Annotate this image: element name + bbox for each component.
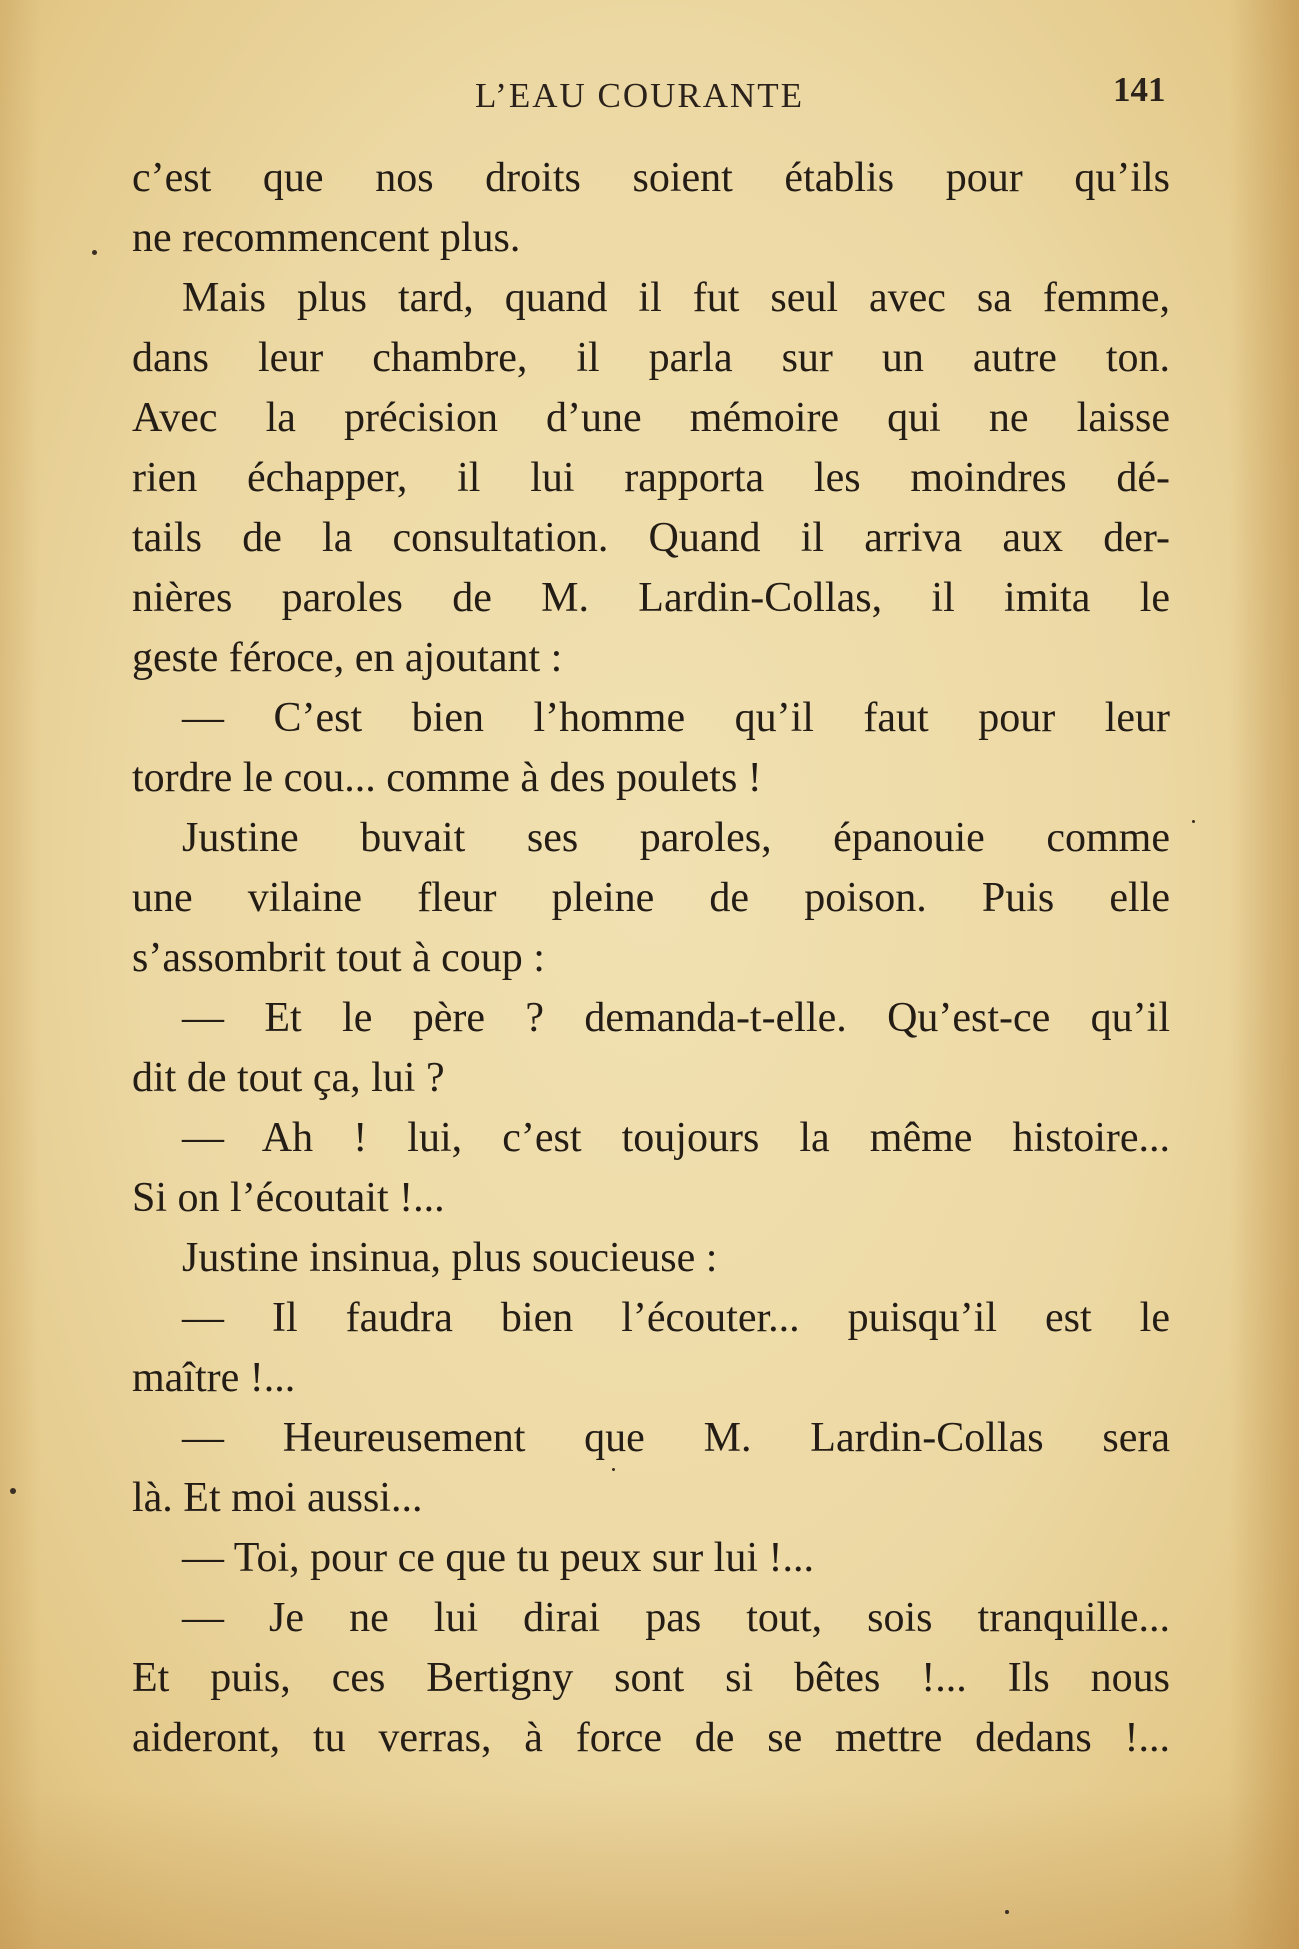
text-line: — Je ne lui dirai pas tout, sois tranquille... [182,1595,1170,1641]
paper-speck [1005,1910,1009,1914]
text-line: ne recommencent plus. [132,215,521,261]
text-line: dit de tout ça, lui ? [132,1055,445,1101]
text-line: — Heureusement que M. Lardin-Collas sera [182,1415,1170,1461]
text-line: tails de la consultation. Quand il arriva aux der- [132,515,1170,561]
text-line: Justine insinua, plus soucieuse : [182,1235,718,1281]
text-line: rien échapper, il lui rapporta les moindres dé- [132,455,1170,501]
text-line: Mais plus tard, quand il fut seul avec sa femme, [182,275,1170,321]
text-line: geste féroce, en ajoutant : [132,635,563,681]
page-edge-shadow-right [1229,0,1299,1949]
page-edge-shadow-bottom [0,1789,1299,1949]
paper-speck [10,1488,16,1494]
text-line: — Il faudra bien l’écouter... puisqu’il est le [182,1295,1170,1341]
paper-speck [1192,820,1195,823]
text-line: là. Et moi aussi... [132,1475,423,1521]
text-line: aideront, tu verras, à force de se mettre dedans !... [132,1715,1170,1761]
text-line: tordre le cou... comme à des poulets ! [132,755,762,801]
text-line: Avec la précision d’une mémoire qui ne laisse [132,395,1170,441]
text-line: — Ah ! lui, c’est toujours la même histoire... [182,1115,1170,1161]
text-line: maître !... [132,1355,296,1401]
text-line: — Et le père ? demanda-t-elle. Qu’est-ce qu’il [182,995,1170,1041]
page-edge-shadow-left [0,0,40,1949]
text-line: nières paroles de M. Lardin-Collas, il imita le [132,575,1170,621]
paper-speck [612,1468,615,1471]
body-text [132,148,1170,1768]
text-line: Et puis, ces Bertigny sont si bêtes !... Ils nous [132,1655,1170,1701]
text-line: une vilaine fleur pleine de poison. Puis elle [132,875,1170,921]
page-number: 141 [1113,70,1166,109]
text-line: dans leur chambre, il parla sur un autre ton. [132,335,1170,381]
running-header [0,70,1299,120]
text-line: c’est que nos droits soient établis pour qu’ils [132,155,1170,201]
text-line: — C’est bien l’homme qu’il faut pour leur [182,695,1170,741]
text-line: — Toi, pour ce que tu peux sur lui !... [182,1535,815,1581]
text-line: Si on l’écoutait !... [132,1175,445,1221]
text-line: Justine buvait ses paroles, épanouie comme [182,815,1170,861]
running-title: L’EAU COURANTE [475,76,805,115]
text-line: s’assombrit tout à coup : [132,935,545,981]
paper-speck [92,250,97,255]
